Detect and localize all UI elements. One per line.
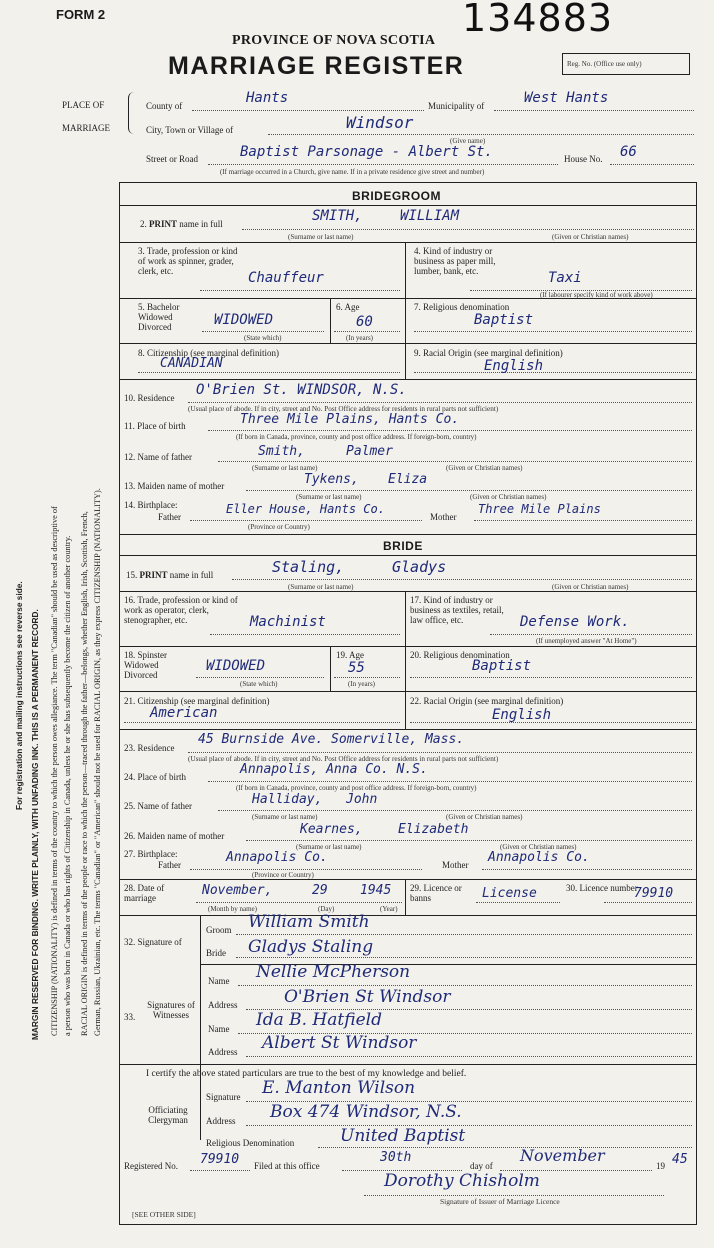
f2-label-print: PRINT bbox=[149, 219, 178, 229]
margin-citizenship-2: a person who was born in Canada or who has rights of Citizenship in Canada, unless he or she has subsequently become the citizen of another country. bbox=[63, 535, 72, 1036]
birth-note: (If born in Canada, province, county and post office address. If foreign-born, country) bbox=[236, 433, 477, 441]
bride-religion: Baptist bbox=[472, 658, 532, 674]
bridegroom-heading: BRIDEGROOM bbox=[352, 189, 441, 203]
f16-label: 16. Trade, profession or kind of work as operator, clerk, stenographer, etc. bbox=[124, 595, 238, 625]
margin-citizenship-1: CITIZENSHIP (NATIONALITY) is defined in terms of the country to which the person owes allegiance. The term "Canadian" should be used as descriptive of bbox=[50, 506, 59, 1036]
clergy-denomination: United Baptist bbox=[340, 1126, 466, 1146]
month-note: (Month by name) bbox=[208, 905, 257, 913]
given-note: (Given or Christian names) bbox=[552, 233, 629, 241]
registered-number: 79910 bbox=[200, 1152, 240, 1167]
father-surname-note: (Surname or last name) bbox=[252, 464, 318, 472]
city-label: City, Town or Village of bbox=[146, 125, 234, 135]
f3-label: 3. Trade, profession or kind of work as spinner, grader, clerk, etc. bbox=[138, 246, 238, 276]
municipality-label: Municipality of bbox=[428, 101, 485, 111]
bride-mother-bp-label: Mother bbox=[442, 860, 469, 870]
reg-no-box bbox=[562, 53, 690, 75]
page-title: MARRIAGE REGISTER bbox=[168, 52, 465, 80]
bride-state-which-note: (State which) bbox=[240, 680, 278, 688]
bride-mother-birthplace: Annapolis Co. bbox=[488, 850, 590, 865]
f12-label: 12. Name of father bbox=[124, 452, 192, 462]
marriage-year: 1945 bbox=[360, 883, 392, 898]
f4-label: 4. Kind of industry or business as paper mill, lumber, bank, etc. bbox=[414, 246, 496, 276]
margin-instructions: For registration and mailing instructions see reverse side. bbox=[14, 581, 24, 810]
f15-label-print: PRINT bbox=[139, 570, 168, 580]
year-prefix: 19 bbox=[656, 1161, 665, 1171]
groom-mother-given: Eliza bbox=[388, 472, 428, 487]
f11-label: 11. Place of birth bbox=[124, 421, 186, 431]
filed-year: 45 bbox=[672, 1152, 688, 1167]
bride-industry: Defense Work. bbox=[520, 614, 630, 630]
f15-label-number: 15. bbox=[126, 570, 140, 580]
surname-note: (Surname or last name) bbox=[288, 233, 354, 241]
bride-heading: BRIDE bbox=[383, 539, 423, 553]
f19-label: 19. Age bbox=[336, 650, 364, 660]
clergy-address: Box 474 Windsor, N.S. bbox=[270, 1102, 462, 1122]
groom-father-birthplace: Eller House, Hants Co. bbox=[226, 502, 385, 516]
see-other-side: [SEE OTHER SIDE] bbox=[132, 1210, 196, 1219]
margin-racial-1: RACIAL ORIGIN is defined in terms of the people or race to which the person—traced through the father—belongs, whether English, Irish, Scottish, French, bbox=[80, 511, 89, 1036]
bride-father-surname-note: (Surname or last name) bbox=[252, 813, 318, 821]
groom-religion: Baptist bbox=[474, 312, 534, 328]
bride-status: WIDOWED bbox=[206, 658, 266, 674]
bride-given-note: (Given or Christian names) bbox=[552, 583, 629, 591]
groom-surname: SMITH, bbox=[312, 208, 363, 224]
denomination-label: Religious Denomination bbox=[206, 1138, 295, 1148]
marriage-month: November, bbox=[202, 883, 273, 898]
groom-sig-label: Groom bbox=[206, 925, 232, 935]
f33-label: 33. bbox=[124, 1012, 136, 1022]
bride-trade: Machinist bbox=[250, 614, 326, 630]
give-name-note: (Give name) bbox=[450, 137, 486, 145]
serial-number: 134883 bbox=[462, 0, 614, 40]
clergy-sig-label: Signature bbox=[206, 1092, 241, 1102]
street-value: Baptist Parsonage - Albert St. bbox=[240, 144, 493, 160]
reg-no-label: Reg. No. (Office use only) bbox=[567, 60, 642, 68]
f4-note: (If labourer specify kind of work above) bbox=[540, 291, 653, 299]
f5-label: 5. Bachelor Widowed Divorced bbox=[138, 302, 180, 332]
day-note: (Day) bbox=[318, 905, 335, 913]
f28-label: 28. Date of marriage bbox=[124, 883, 165, 903]
father-given-note: (Given or Christian names) bbox=[446, 464, 523, 472]
certify-text: I certify the above stated particulars are true to the best of my knowledge and belief. bbox=[146, 1069, 467, 1079]
groom-birthplace: Three Mile Plains, Hants Co. bbox=[240, 412, 460, 427]
clergy-address-label: Address bbox=[206, 1116, 236, 1126]
witness-2-name: Ida B. Hatfield bbox=[256, 1010, 382, 1030]
bride-mother-surname: Kearnes, bbox=[300, 822, 363, 837]
form-number: FORM 2 bbox=[56, 7, 106, 22]
f14-label: 14. Birthplace: bbox=[124, 500, 178, 510]
bride-residence-note: (Usual place of abode. If in city, street and No. Post Office address for residents in rural parts not sufficient) bbox=[188, 755, 499, 763]
bride-birth-note: (If born in Canada, province, county and post office address. If foreign-born, country) bbox=[236, 784, 477, 792]
licence-type: License bbox=[482, 886, 537, 901]
officiating-label: Officiating Clergyman bbox=[148, 1105, 188, 1125]
margin-racial-2: German, Russian, Ukrainian, etc. The terms "Canadian" or "American" should not be used for RACIAL ORIGIN, as they express CITIZENSHIP (NATIONALITY). bbox=[93, 488, 102, 1036]
f20-label: 20. Religious denomination bbox=[410, 650, 510, 660]
bride-father-bp-label: Father bbox=[158, 860, 181, 870]
mother-surname-note: (Surname or last name) bbox=[296, 493, 362, 501]
in-years-note: (In years) bbox=[346, 334, 374, 342]
f13-label: 13. Maiden name of mother bbox=[124, 481, 225, 491]
bride-father-given: John bbox=[346, 792, 378, 807]
witness-label: Signatures of Witnesses bbox=[147, 1000, 195, 1020]
w1-address-label: Address bbox=[208, 1000, 238, 1010]
bride-surname: Staling, bbox=[272, 558, 345, 576]
f8-label: 8. Citizenship (see marginal definition) bbox=[138, 348, 280, 358]
f24-label: 24. Place of birth bbox=[124, 772, 186, 782]
bride-residence: 45 Burnside Ave. Somerville, Mass. bbox=[198, 732, 465, 747]
bride-mother-given-note: (Given or Christian names) bbox=[500, 843, 577, 851]
bride-father-given-note: (Given or Christian names) bbox=[446, 813, 523, 821]
f15-label bbox=[126, 570, 213, 580]
f2-label-text: name in full bbox=[177, 219, 223, 229]
bride-mother-surname-note: (Surname or last name) bbox=[296, 843, 362, 851]
issuer-label: Signature of Issuer of Marriage Licence bbox=[440, 1197, 560, 1206]
f23-label: 23. Residence bbox=[124, 743, 175, 753]
place-side-label-2: MARRIAGE bbox=[62, 123, 111, 133]
f29-label: 29. Licence or banns bbox=[410, 883, 462, 903]
f26-label: 26. Maiden name of mother bbox=[124, 831, 225, 841]
groom-status: WIDOWED bbox=[214, 312, 274, 328]
city-value: Windsor bbox=[346, 113, 414, 132]
county-label: County of bbox=[146, 101, 183, 111]
mother-given-note: (Given or Christian names) bbox=[470, 493, 547, 501]
groom-racial: English bbox=[484, 358, 544, 374]
state-which-note: (State which) bbox=[244, 334, 282, 342]
registered-label: Registered No. bbox=[124, 1161, 178, 1171]
f18-label: 18. Spinster Widowed Divorced bbox=[124, 650, 168, 680]
f22-label: 22. Racial Origin (see marginal definition) bbox=[410, 696, 564, 706]
f6-label: 6. Age bbox=[336, 302, 360, 312]
bride-citizenship: American bbox=[150, 705, 218, 721]
bride-racial: English bbox=[492, 707, 552, 723]
w2-name-label: Name bbox=[208, 1024, 230, 1034]
county-value: Hants bbox=[246, 90, 289, 106]
filed-month: November bbox=[520, 1146, 605, 1165]
residence-note: (Usual place of abode. If in city, street and No. Post Office address for residents in rural parts not sufficient) bbox=[188, 405, 499, 413]
groom-given: WILLIAM bbox=[400, 208, 460, 224]
groom-mother-birthplace: Three Mile Plains bbox=[478, 502, 601, 516]
f7-label: 7. Religious denomination bbox=[414, 302, 510, 312]
bride-sig-label: Bride bbox=[206, 948, 226, 958]
margin-binding: MARGIN RESERVED FOR BINDING. WRITE PLAINLY, WITH UNFADING INK. THIS IS A PERMANENT RECORD. bbox=[30, 609, 40, 1040]
groom-father-surname: Smith, bbox=[258, 444, 305, 459]
bride-in-years-note: (In years) bbox=[348, 680, 376, 688]
f2-label-number: 2. bbox=[140, 219, 149, 229]
f15-label-text: name in full bbox=[167, 570, 214, 580]
groom-mother-bp-label: Mother bbox=[430, 512, 457, 522]
f27-label: 27. Birthplace: bbox=[124, 849, 178, 859]
municipality-value: West Hants bbox=[524, 90, 609, 106]
groom-industry: Taxi bbox=[548, 270, 582, 286]
place-side-label-1: PLACE OF bbox=[62, 100, 105, 110]
filed-day: 30th bbox=[380, 1150, 412, 1165]
groom-signature: William Smith bbox=[248, 912, 370, 932]
clergy-signature: E. Manton Wilson bbox=[262, 1078, 416, 1098]
groom-trade: Chauffeur bbox=[248, 270, 324, 286]
place-brace bbox=[128, 92, 137, 134]
bride-mother-given: Elizabeth bbox=[398, 822, 469, 837]
marriage-day: 29 bbox=[312, 883, 328, 898]
f30-label: 30. Licence number bbox=[566, 883, 638, 893]
street-label: Street or Road bbox=[146, 154, 198, 164]
groom-father-bp-label: Father bbox=[158, 512, 181, 522]
f17-note: (If unemployed answer "At Home") bbox=[536, 637, 637, 645]
f25-label: 25. Name of father bbox=[124, 801, 192, 811]
bride-signature: Gladys Staling bbox=[248, 937, 374, 957]
filed-label: Filed at this office bbox=[254, 1161, 320, 1171]
bride-province-note: (Province or Country) bbox=[252, 871, 314, 879]
issuer-signature: Dorothy Chisholm bbox=[384, 1171, 540, 1191]
witness-2-address: Albert St Windsor bbox=[262, 1033, 417, 1053]
witness-1-address: O'Brien St Windsor bbox=[284, 987, 451, 1007]
groom-mother-surname: Tykens, bbox=[304, 472, 359, 487]
groom-residence: O'Brien St. WINDSOR, N.S. bbox=[196, 382, 407, 398]
f10-label: 10. Residence bbox=[124, 393, 175, 403]
bride-father-birthplace: Annapolis Co. bbox=[226, 850, 328, 865]
bride-given: Gladys bbox=[392, 558, 447, 576]
house-no-value: 66 bbox=[620, 144, 637, 160]
street-note: (If marriage occurred in a Church, give name. If in a private residence give street and number) bbox=[220, 168, 485, 176]
year-note: (Year) bbox=[380, 905, 398, 913]
day-of-label: day of bbox=[470, 1161, 493, 1171]
province-heading: PROVINCE OF NOVA SCOTIA bbox=[232, 33, 436, 48]
w2-address-label: Address bbox=[208, 1047, 238, 1057]
province-note: (Province or Country) bbox=[248, 523, 310, 531]
f32-label: 32. Signature of bbox=[124, 937, 182, 947]
f9-label: 9. Racial Origin (see marginal definition) bbox=[414, 348, 563, 358]
groom-age: 60 bbox=[356, 314, 373, 330]
witness-1-name: Nellie McPherson bbox=[256, 962, 411, 982]
bride-father-surname: Halliday, bbox=[252, 792, 323, 807]
f2-label bbox=[140, 219, 223, 229]
house-no-label: House No. bbox=[564, 154, 603, 164]
f17-label: 17. Kind of industry or business as textiles, retail, law office, etc. bbox=[410, 595, 504, 625]
licence-number: 79910 bbox=[634, 886, 674, 901]
bride-age: 55 bbox=[348, 660, 365, 676]
w1-name-label: Name bbox=[208, 976, 230, 986]
f21-label: 21. Citizenship (see marginal definition) bbox=[124, 696, 270, 706]
groom-father-given: Palmer bbox=[346, 444, 393, 459]
bride-birthplace: Annapolis, Anna Co. N.S. bbox=[240, 762, 428, 777]
bride-surname-note: (Surname or last name) bbox=[288, 583, 354, 591]
groom-citizenship: CANADIAN bbox=[160, 356, 223, 371]
